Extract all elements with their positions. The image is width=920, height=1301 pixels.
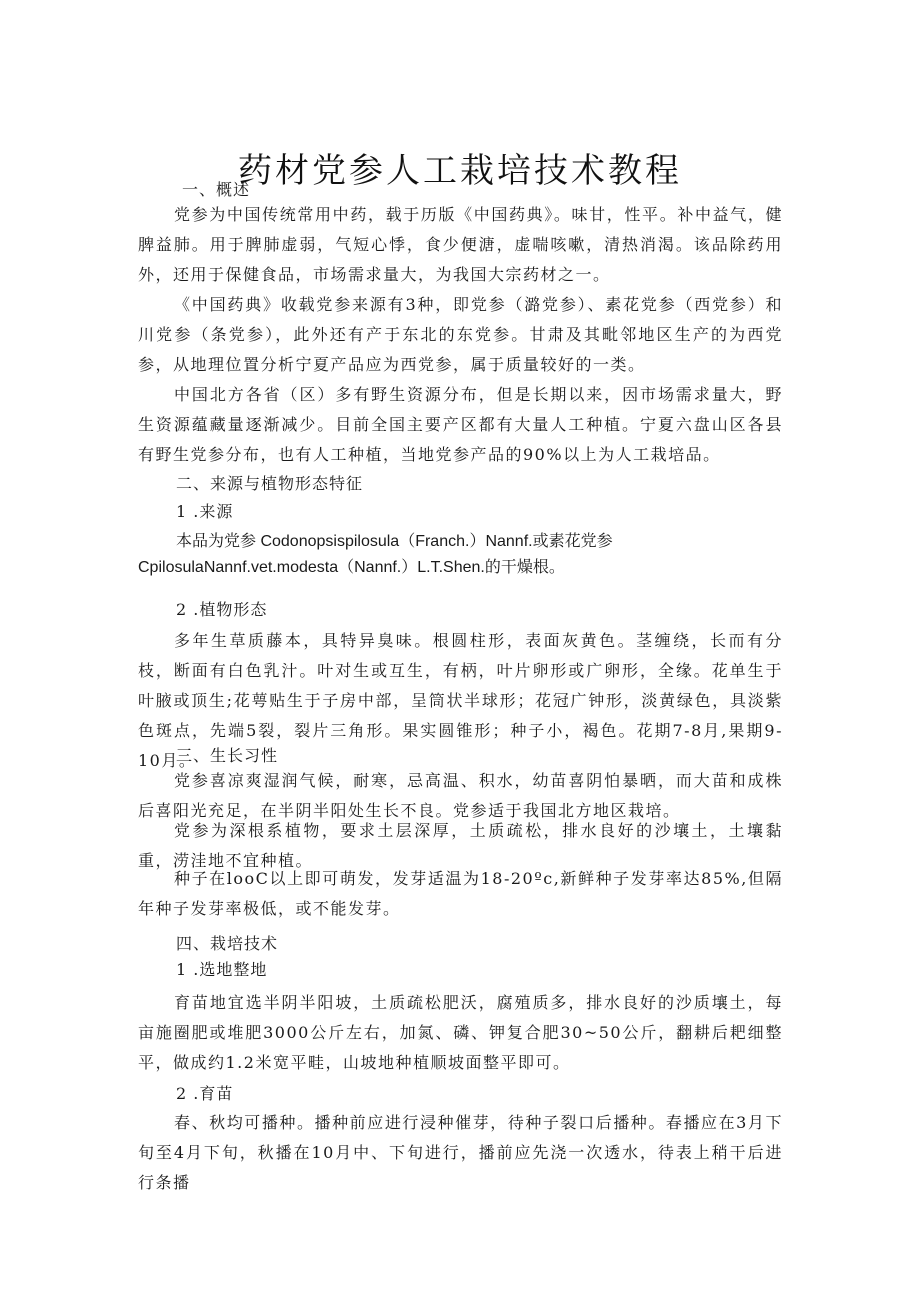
- section-heading-source: 二、来源与植物形态特征: [176, 474, 364, 493]
- subheading-seedling: 2 .育苗: [176, 1084, 234, 1103]
- paragraph-morphology: 多年生草质藤本，具特异臭味。根圆柱形，表面灰黄色。茎缠绕，长而有分枝，断面有白色乳汁。叶对生或互生，有柄，叶片卵形或广卵形，全缘。花单生于叶腋或顶生;花萼贴生于子房中部，呈筒状半球形；花冠广钟形，淡黄绿色，具淡紫色斑点，先端5裂，裂片三角形。果实圆锥形；种子小，褐色。花期7-8月,果期9-10月。: [138, 631, 783, 770]
- subheading-source: 1 .来源: [176, 502, 234, 521]
- section-heading-habit: 三、生长习性: [176, 746, 279, 765]
- paragraph-site-selection: 育苗地宜选半阴半阳坡，土质疏松肥沃，腐殖质多，排水良好的沙质壤土，每亩施圈肥或堆肥3000公斤左右，加氮、磷、钾复合肥30~50公斤，翻耕后耙细整平，做成约1.2米宽平畦，山坡地种植顺坡面整平即可。: [138, 993, 783, 1072]
- paragraph-habit-1: 党参喜凉爽湿润气候，耐寒，忌高温、积水，幼苗喜阴怕暴晒，而大苗和成株后喜阳光充足，在半阴半阳处生长不良。党参适于我国北方地区栽培。: [138, 771, 783, 820]
- section-heading-cultivation: 四、栽培技术: [176, 934, 279, 953]
- paragraph-overview-1: 党参为中国传统常用中药，载于历版《中国药典》。味甘，性平。补中益气，健脾益肺。用于脾肺虚弱，气短心悸，食少便溏，虚喘咳嗽，清热消渴。该品除药用外，还用于保健食品，市场需求量大，为我国大宗药材之一。: [138, 205, 783, 284]
- paragraph-overview-2: 《中国药典》收载党参来源有3种，即党参（潞党参）、素花党参（西党参）和川党参（条党参），此外还有产于东北的东党参。甘肃及其毗邻地区生产的为西党参，从地理位置分析宁夏产品应为西党参，属于质量较好的一类。: [138, 295, 783, 374]
- paragraph-source-line2: CpilosulaNannf.vet.modesta（Nannf.）L.T.Shen.的干燥根。: [138, 559, 565, 576]
- paragraph-seedling: 春、秋均可播种。播种前应进行浸种催芽，待种子裂口后播种。春播应在3月下旬至4月下旬，秋播在10月中、下旬进行，播前应先浇一次透水，待表上稍干后进行条播: [138, 1113, 783, 1192]
- page-title: 药材党参人工栽培技术教程: [238, 150, 682, 191]
- paragraph-habit-2: 党参为深根系植物，要求土层深厚，土质疏松，排水良好的沙壤土，土壤黏重，涝洼地不宜种植。: [138, 821, 783, 870]
- subheading-morphology: 2 .植物形态: [176, 600, 268, 619]
- paragraph-habit-3: 种子在looC以上即可萌发，发芽适温为18-20ºc,新鲜种子发芽率达85%,但隔年种子发芽率极低，或不能发芽。: [138, 869, 783, 918]
- paragraph-source-line1: 本品为党参 Codonopsispilosula（Franch.）Nannf.或素花党参: [176, 533, 613, 550]
- subheading-site-selection: 1 .选地整地: [176, 960, 268, 979]
- paragraph-overview-3: 中国北方各省（区）多有野生资源分布，但是长期以来，因市场需求量大，野生资源蕴藏量逐渐减少。目前全国主要产区都有大量人工种植。宁夏六盘山区各县有野生党参分布，也有人工种植，当地党参产品的90%以上为人工栽培品。: [138, 385, 783, 464]
- section-heading-overview: 一、概述: [182, 180, 251, 199]
